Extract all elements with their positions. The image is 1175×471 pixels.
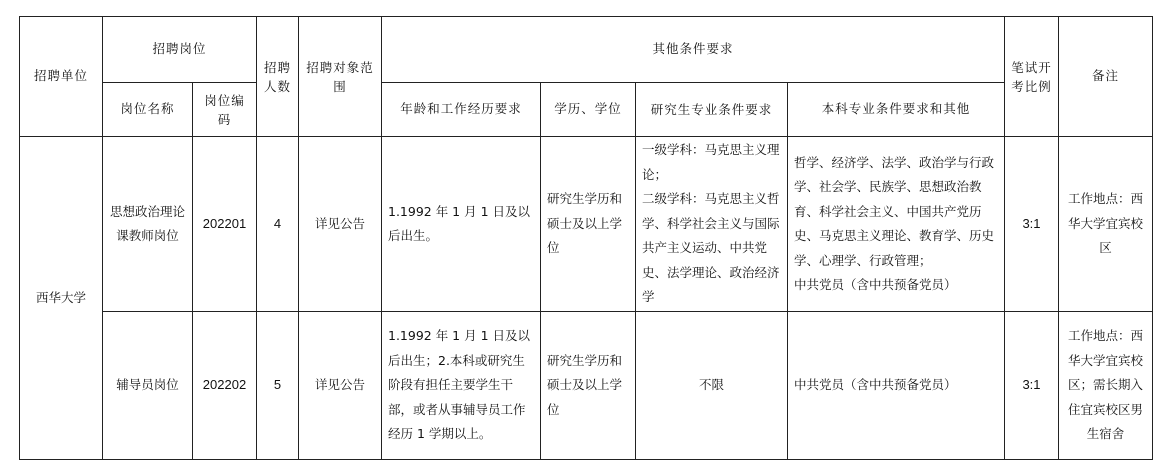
header-target: 招聘对象范围 — [299, 17, 382, 137]
age-experience: 1.1992 年 1 月 1 日及以后出生；2.本科或研究生阶段有担任主要学生干部，或者从事辅导员工作经历 1 学期以上。 — [382, 312, 541, 460]
remark: 工作地点：西华大学宜宾校区 — [1059, 137, 1153, 312]
header-undergraduate-major: 本科专业条件要求和其他 — [788, 83, 1005, 137]
table-row — [20, 312, 1153, 460]
header-remark: 备注 — [1059, 17, 1153, 137]
position-name: 思想政治理论课教师岗位 — [103, 137, 193, 312]
exam-ratio: 3:1 — [1005, 137, 1059, 312]
graduate-major: 不限 — [636, 312, 788, 460]
degree-requirement: 研究生学历和硕士及以上学位 — [541, 137, 636, 312]
header-count: 招聘人数 — [257, 17, 299, 137]
headcount: 4 — [257, 137, 299, 312]
header-position: 招聘岗位 — [103, 17, 257, 83]
undergraduate-major: 哲学、经济学、法学、政治学与行政学、社会学、民族学、思想政治教育、科学社会主义、中国共产党历史、马克思主义理论、教育学、历史学、心理学、行政管理； 中共党员（含中共预备党员） — [788, 137, 1005, 312]
age-experience: 1.1992 年 1 月 1 日及以后出生。 — [382, 137, 541, 312]
position-code: 202201 — [193, 137, 257, 312]
header-position-code: 岗位编码 — [193, 83, 257, 137]
position-name: 辅导员岗位 — [103, 312, 193, 460]
position-code: 202202 — [193, 312, 257, 460]
header-position-name: 岗位名称 — [103, 83, 193, 137]
headcount: 5 — [257, 312, 299, 460]
remark: 工作地点：西华大学宜宾校区；需长期入住宜宾校区男生宿舍 — [1059, 312, 1153, 460]
header-degree: 学历、学位 — [541, 83, 636, 137]
header-age-experience: 年龄和工作经历要求 — [382, 83, 541, 137]
recruitment-table — [19, 16, 1153, 460]
header-exam-ratio: 笔试开考比例 — [1005, 17, 1059, 137]
graduate-major: 一级学科：马克思主义理论； 二级学科：马克思主义哲学、科学社会主义与国际共产主义运动、中共党史、法学理论、政治经济学 — [636, 137, 788, 312]
exam-ratio: 3:1 — [1005, 312, 1059, 460]
header-graduate-major: 研究生专业条件要求 — [636, 83, 788, 137]
undergraduate-major: 中共党员（含中共预备党员） — [788, 312, 1005, 460]
target-scope: 详见公告 — [299, 312, 382, 460]
degree-requirement: 研究生学历和硕士及以上学位 — [541, 312, 636, 460]
header-unit: 招聘单位 — [20, 17, 103, 137]
unit-name: 西华大学 — [20, 137, 103, 460]
target-scope: 详见公告 — [299, 137, 382, 312]
table-row — [20, 137, 1153, 312]
header-other-requirements: 其他条件要求 — [382, 17, 1005, 83]
